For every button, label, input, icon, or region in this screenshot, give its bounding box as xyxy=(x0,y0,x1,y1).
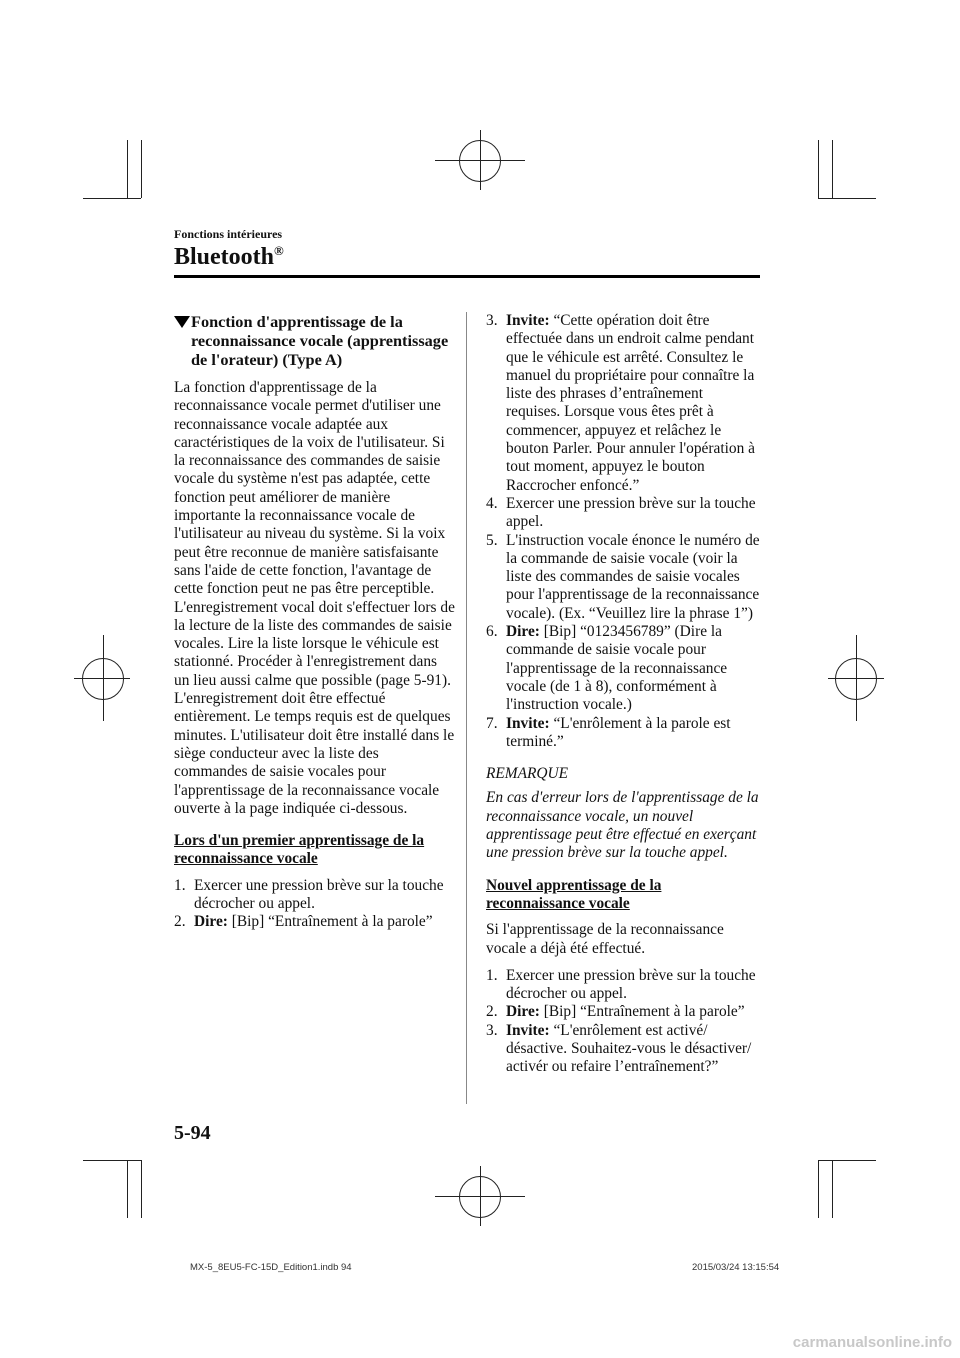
step-number: 5. xyxy=(486,531,498,549)
step-number: 2. xyxy=(486,1003,498,1021)
footer-date-info: 2015/03/24 13:15:54 xyxy=(692,1262,780,1273)
list-item xyxy=(174,913,456,931)
right-column xyxy=(486,312,761,1085)
step-label: Dire: xyxy=(506,623,540,641)
first-training-steps-continued xyxy=(486,312,761,751)
step-label: Invite: xyxy=(506,714,550,732)
note-text: En cas d'erreur lors de l'apprentissage de la reconnaissance vocale, un nouvel apprentissage peut être effectué en exerçant une pression brève sur la touche appel. xyxy=(486,789,759,862)
step-text: “L'enrôlement à la parole est terminé.” xyxy=(506,714,731,750)
triangle-bullet-icon xyxy=(174,316,190,328)
step-text: “L'enrôlement est activé/ désactive. Souhaitez-vous le désactiver/ activér ou refaire l’entraînement?” xyxy=(506,1021,752,1076)
list-item xyxy=(486,1003,761,1021)
list-item xyxy=(486,967,761,1004)
list-item xyxy=(486,715,761,752)
list-item xyxy=(486,623,761,714)
step-number: 4. xyxy=(486,494,498,512)
page-number: 5-94 xyxy=(174,1122,211,1144)
new-training-intro: Si l'apprentissage de la reconnaissance vocale a déjà été effectué. xyxy=(486,921,724,957)
column-divider xyxy=(466,312,467,1104)
intro-paragraph: La fonction d'apprentissage de la reconnaissance vocale permet d'utiliser une reconnaissance vocale adaptée aux caractéristiques de la voix de l'utilisateur. Si la reconnaissance des commandes de saisie vocale du système n'est pas adaptée, cette fonction peut améliorer de manière importante la reconnaissance vocale de l'utilisateur au niveau du système. Si la voix peut être reconnue de manière satisfaisante sans l'aide de cette fonction, l'avantage de cette fonction peut ne pas être perceptible. L'enregistrement vocal doit s'effectuer lors de la lecture de la liste des commandes de saisie vocales. Lire la liste lorsque le véhicule est stationné. Procéder à l'enregistrement dans un lieu aussi calme que possible (page 5-91). L'enregistrement doit être effectué entièrement. Le temps requis est de quelques minutes. L'utilisateur doit être installé dans le siège conducteur avec la liste des commandes de saisie vocales pour l'apprentissage de la reconnaissance vocale ouverte à la page indiquée ci-dessous. xyxy=(174,379,455,817)
watermark: carmanualsonline.info xyxy=(792,1334,952,1351)
step-text: [Bip] “0123456789” (Dire la commande de saisie vocale pour l'apprentissage de la reconnaissance vocale (de 1 à 8), conformément à l'instruction vocale.) xyxy=(506,623,728,714)
page-title xyxy=(174,243,284,271)
step-number: 6. xyxy=(486,623,498,641)
step-label: Dire: xyxy=(194,913,228,931)
first-training-steps xyxy=(174,877,456,932)
step-text: Exercer une pression brève sur la touche appel. xyxy=(506,494,756,531)
left-column xyxy=(174,312,456,940)
new-training-subheading: Nouvel apprentissage de la reconnaissance vocale xyxy=(486,876,662,912)
step-label: Invite: xyxy=(506,312,550,329)
section-label: Fonctions intérieures xyxy=(174,227,283,241)
step-number: 2. xyxy=(174,913,186,931)
note-title: REMARQUE xyxy=(486,765,569,783)
list-item xyxy=(486,1022,761,1077)
section-heading-text: Fonction d'apprentissage de la reconnaissance vocale (apprentissage de l'orateur) (Type A) xyxy=(191,312,449,369)
first-training-subheading: Lors d'un premier apprentissage de la reconnaissance vocale xyxy=(174,832,425,868)
footer-file-info: MX-5_8EU5-FC-15D_Edition1.indb 94 xyxy=(190,1262,352,1273)
step-text: “Cette opération doit être effectuée dans un endroit calme pendant que le véhicule est arrêté. Consultez le manuel du propriétaire pour connaître la liste des phrases d’entraînement requises. Lorsque vous êtes prêt à commencer, appuyez et relâchez le bouton Parler. Pour annuler l'opération à tout moment, appuyez le bouton Raccrocher enfoncé.” xyxy=(506,312,755,494)
step-number: 3. xyxy=(486,312,498,329)
new-training-steps xyxy=(486,967,761,1077)
step-number: 1. xyxy=(174,876,186,894)
step-text: L'instruction vocale énonce le numéro de la commande de saisie vocale (voir la liste des commandes de saisie vocales pour l'apprentissage de la reconnaissance vocale). (Ex. “Veuillez lire la phrase 1”) xyxy=(506,531,760,622)
registered-mark: ® xyxy=(274,243,284,258)
step-number: 7. xyxy=(486,714,498,732)
step-number: 1. xyxy=(486,966,498,984)
step-text: Exercer une pression brève sur la touche décrocher ou appel. xyxy=(506,966,756,1003)
step-label: Invite: xyxy=(506,1021,550,1039)
section-heading xyxy=(174,312,456,369)
list-item xyxy=(486,532,761,623)
list-item xyxy=(486,312,761,495)
step-text: Exercer une pression brève sur la touche décrocher ou appel. xyxy=(194,876,444,913)
step-number: 3. xyxy=(486,1021,498,1039)
step-text: [Bip] “Entraînement à la parole” xyxy=(539,1003,745,1021)
list-item xyxy=(174,877,456,914)
header-rule xyxy=(174,275,760,278)
step-text: [Bip] “Entraînement à la parole” xyxy=(227,913,433,931)
list-item xyxy=(486,495,761,532)
page-title-text: Bluetooth xyxy=(174,244,275,270)
step-label: Dire: xyxy=(506,1003,540,1021)
